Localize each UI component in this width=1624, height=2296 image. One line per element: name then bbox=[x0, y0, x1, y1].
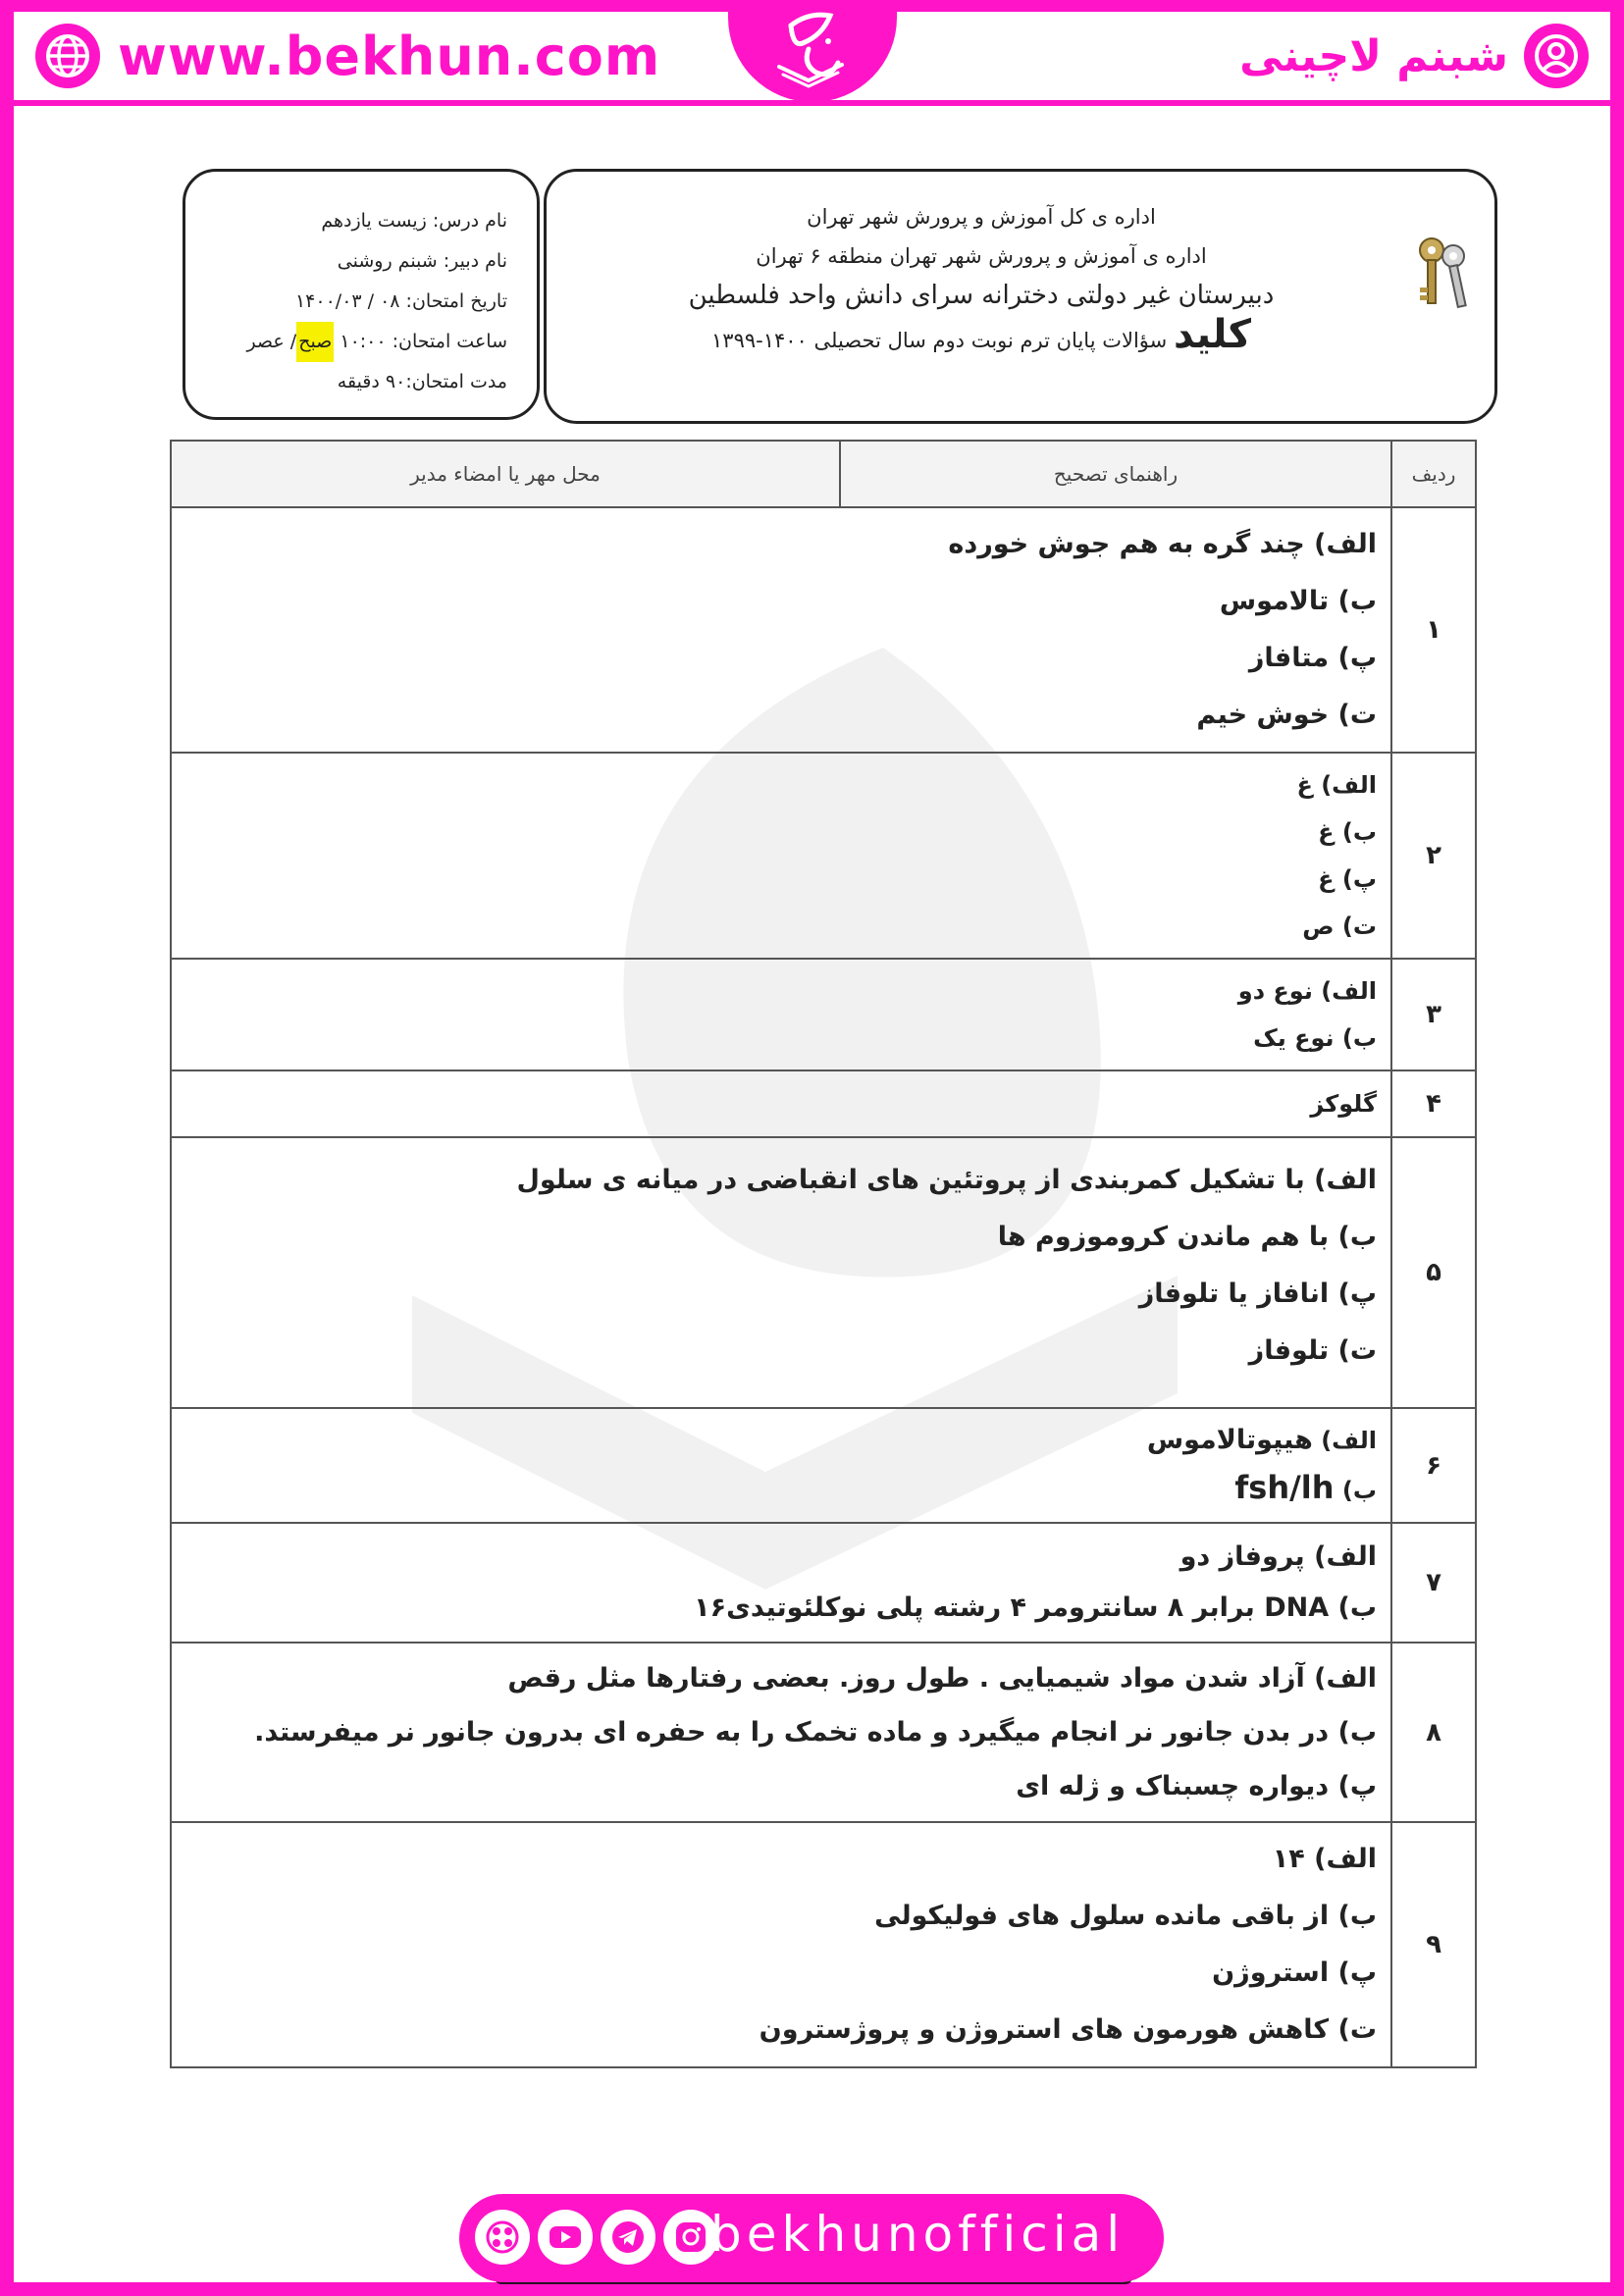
row-number: ۱ bbox=[1391, 507, 1476, 753]
telegram-icon[interactable] bbox=[601, 2210, 655, 2265]
answer-text: هیپوتالاموس bbox=[1146, 1425, 1313, 1455]
answer-label: الف) bbox=[1321, 1427, 1377, 1454]
answer-line bbox=[182, 1209, 1377, 1266]
answer-cell bbox=[171, 1822, 1391, 2067]
answer-text: DNA برابر ۸ سانترومر ۴ رشته پلی نوکلئوتیدی۱۶ bbox=[694, 1592, 1330, 1623]
answer-text: در بدن جانور نر انجام میگیرد و ماده تخمک را به حفره ای بدرون جانور نر میفرستد. bbox=[254, 1717, 1330, 1748]
social-handle[interactable]: bekhunofficial bbox=[710, 2206, 1126, 2263]
answer-text: استروژن bbox=[1212, 1957, 1330, 1988]
table-row bbox=[171, 959, 1476, 1070]
time-suffix: / عصر bbox=[246, 331, 297, 352]
answer-label: ب) bbox=[1337, 586, 1377, 616]
answer-line bbox=[182, 1705, 1377, 1759]
answer-line bbox=[182, 761, 1377, 809]
answer-cell bbox=[171, 959, 1391, 1070]
answer-line bbox=[182, 1831, 1377, 1888]
exam-title-line bbox=[586, 312, 1377, 360]
table-row bbox=[171, 507, 1476, 753]
key-word: کلید bbox=[1173, 312, 1251, 357]
answer-label: الف) bbox=[1314, 529, 1377, 559]
answer-cell bbox=[171, 507, 1391, 753]
answer-text: پروفاز دو bbox=[1179, 1541, 1305, 1572]
answer-line bbox=[182, 1323, 1377, 1380]
answer-label: الف) bbox=[1314, 1165, 1377, 1195]
answer-text: دیواره چسبناک و ژله ای bbox=[1016, 1771, 1330, 1801]
exam-time-label: ساعت امتحان: ۱۰:۰۰ bbox=[340, 331, 507, 352]
answer-text: کاهش هورمون های استروژن و پروژسترون bbox=[759, 2014, 1330, 2045]
answer-line bbox=[182, 1888, 1377, 1945]
org-line-1: اداره ی کل آموزش و پرورش شهر تهران bbox=[807, 205, 1156, 229]
site-url[interactable]: www.bekhun.com bbox=[118, 25, 661, 87]
answer-label: الف) bbox=[1314, 1541, 1377, 1572]
table-row bbox=[171, 753, 1476, 959]
answer-label: الف) bbox=[1321, 771, 1377, 799]
answer-label: ت) bbox=[1337, 2014, 1377, 2045]
author-name: شبنم لاچینی bbox=[1239, 30, 1508, 81]
answer-line bbox=[182, 2002, 1377, 2059]
answer-line bbox=[182, 1015, 1377, 1062]
duration-value: ۹۰ دقیقه bbox=[337, 371, 406, 392]
row-number: ۷ bbox=[1391, 1523, 1476, 1643]
aparat-icon[interactable] bbox=[475, 2210, 530, 2265]
answer-line bbox=[182, 1464, 1377, 1514]
answer-text: آزاد شدن مواد شیمیایی . طول روز. بعضی رفتارها مثل رقص bbox=[507, 1663, 1305, 1694]
table-row bbox=[171, 1822, 1476, 2067]
top-banner bbox=[0, 0, 1624, 106]
social-footer bbox=[459, 2194, 1164, 2282]
answer-label: ب) bbox=[1337, 1901, 1377, 1931]
answer-label: پ) bbox=[1337, 1957, 1377, 1988]
exam-info-box bbox=[183, 169, 540, 420]
answer-text: ۱۴ bbox=[1272, 1844, 1305, 1874]
row-number: ۶ bbox=[1391, 1408, 1476, 1523]
answer-text: fsh/lh bbox=[1234, 1469, 1335, 1506]
header-stamp: محل مهر یا امضاء مدیر bbox=[171, 441, 840, 507]
youtube-icon[interactable] bbox=[538, 2210, 593, 2265]
answer-line bbox=[182, 1945, 1377, 2002]
answer-text: تلوفاز bbox=[1248, 1335, 1330, 1366]
answer-text: انافاز یا تلوفاز bbox=[1138, 1278, 1330, 1309]
table-row bbox=[171, 1070, 1476, 1137]
time-highlight: صبح bbox=[296, 322, 334, 362]
answer-line bbox=[182, 809, 1377, 856]
answer-cell bbox=[171, 1408, 1391, 1523]
answer-text: نوع یک bbox=[1253, 1024, 1335, 1052]
answer-cell bbox=[171, 1643, 1391, 1822]
answer-label: پ) bbox=[1337, 1771, 1377, 1801]
org-line-2: اداره ی آموزش و پرورش شهر تهران منطقه ۶ تهران bbox=[756, 244, 1207, 268]
answer-line bbox=[182, 1266, 1377, 1323]
answer-cell bbox=[171, 1070, 1391, 1137]
row-number: ۳ bbox=[1391, 959, 1476, 1070]
answer-line bbox=[182, 1759, 1377, 1813]
answer-cell bbox=[171, 753, 1391, 959]
answer-line bbox=[182, 1152, 1377, 1209]
answer-label: ت) bbox=[1337, 700, 1377, 730]
site-link[interactable] bbox=[35, 24, 660, 88]
answer-text: ص bbox=[1302, 913, 1335, 940]
answer-line bbox=[182, 903, 1377, 950]
answer-cell bbox=[171, 1523, 1391, 1643]
exam-time bbox=[246, 322, 507, 362]
book-logo-icon bbox=[769, 6, 856, 96]
answer-label: ب) bbox=[1341, 1024, 1377, 1052]
row-number: ۸ bbox=[1391, 1643, 1476, 1822]
table-header-row bbox=[171, 441, 1476, 507]
answer-label: ب) bbox=[1341, 818, 1377, 846]
answer-label: ب) bbox=[1341, 1477, 1377, 1504]
globe-icon bbox=[35, 24, 100, 88]
answer-label: ت) bbox=[1337, 1335, 1377, 1366]
row-number: ۹ bbox=[1391, 1822, 1476, 2067]
answer-line bbox=[182, 1080, 1377, 1127]
answer-table bbox=[170, 440, 1477, 2068]
teacher: نام دبیر: شبنم روشنی bbox=[337, 250, 507, 272]
answer-line bbox=[182, 1417, 1377, 1464]
answer-label: پ) bbox=[1337, 643, 1377, 673]
answer-text: با هم ماندن کروموزوم ها bbox=[997, 1222, 1330, 1252]
answer-label: الف) bbox=[1321, 977, 1377, 1005]
keys-icon bbox=[1412, 233, 1473, 317]
exam-duration bbox=[246, 362, 507, 402]
answer-label: پ) bbox=[1341, 865, 1377, 893]
duration-label: مدت امتحان: bbox=[405, 371, 507, 392]
row-number: ۲ bbox=[1391, 753, 1476, 959]
subject: نام درس: زیست یازدهم bbox=[321, 210, 507, 232]
answer-label: الف) bbox=[1314, 1844, 1377, 1874]
answer-line bbox=[182, 630, 1377, 687]
user-icon bbox=[1524, 24, 1589, 88]
answer-line bbox=[182, 856, 1377, 903]
exam-info bbox=[246, 201, 507, 402]
answer-text: با تشکیل کمربندی از پروتئین های انقباضی در میانه ی سلول bbox=[516, 1165, 1305, 1195]
table-row bbox=[171, 1523, 1476, 1643]
answer-label: الف) bbox=[1314, 1663, 1377, 1694]
row-number: ۴ bbox=[1391, 1070, 1476, 1137]
header-row-number: ردیف bbox=[1391, 441, 1476, 507]
answer-text: گلوکز bbox=[1310, 1090, 1377, 1118]
answer-line bbox=[182, 1651, 1377, 1705]
row-number: ۵ bbox=[1391, 1137, 1476, 1408]
answer-text: تالاموس bbox=[1219, 586, 1330, 616]
answer-line bbox=[182, 687, 1377, 744]
header-guide: راهنمای تصحیح bbox=[840, 441, 1391, 507]
table-row bbox=[171, 1137, 1476, 1408]
answer-cell bbox=[171, 1137, 1391, 1408]
exam-title: سؤالات پایان ترم نوبت دوم سال تحصیلی ۱۴۰۰-۱۳۹۹ bbox=[711, 329, 1168, 352]
table-row bbox=[171, 1408, 1476, 1523]
answer-line bbox=[182, 516, 1377, 573]
author-block bbox=[1239, 24, 1589, 88]
answer-text: غ bbox=[1318, 865, 1335, 893]
answer-text: چند گره به هم جوش خورده bbox=[948, 529, 1305, 559]
answer-line bbox=[182, 573, 1377, 630]
table-row bbox=[171, 1643, 1476, 1822]
organization-info bbox=[586, 197, 1377, 360]
exam-date: تاریخ امتحان: ۰۸ / ۱۴۰۰/۰۳ bbox=[294, 290, 507, 312]
answer-text: غ bbox=[1296, 771, 1313, 799]
school-name: دبیرستان غیر دولتی دخترانه سرای دانش واحد فلسطین bbox=[688, 281, 1275, 310]
answer-text: غ bbox=[1318, 818, 1335, 846]
answer-text: متافاز bbox=[1248, 643, 1330, 673]
answer-line bbox=[182, 1583, 1377, 1634]
answer-text: خوش خیم bbox=[1196, 700, 1330, 730]
answer-line bbox=[182, 967, 1377, 1015]
social-icons bbox=[475, 2210, 718, 2265]
answer-label: ب) bbox=[1337, 1592, 1377, 1623]
answer-text: از باقی مانده سلول های فولیکولی bbox=[874, 1901, 1330, 1931]
answer-label: ت) bbox=[1341, 913, 1377, 940]
answer-label: پ) bbox=[1337, 1278, 1377, 1309]
answer-label: ب) bbox=[1337, 1717, 1377, 1748]
organization-box bbox=[544, 169, 1497, 424]
answer-text: نوع دو bbox=[1237, 977, 1313, 1005]
answer-line bbox=[182, 1532, 1377, 1583]
answer-label: ب) bbox=[1337, 1222, 1377, 1252]
